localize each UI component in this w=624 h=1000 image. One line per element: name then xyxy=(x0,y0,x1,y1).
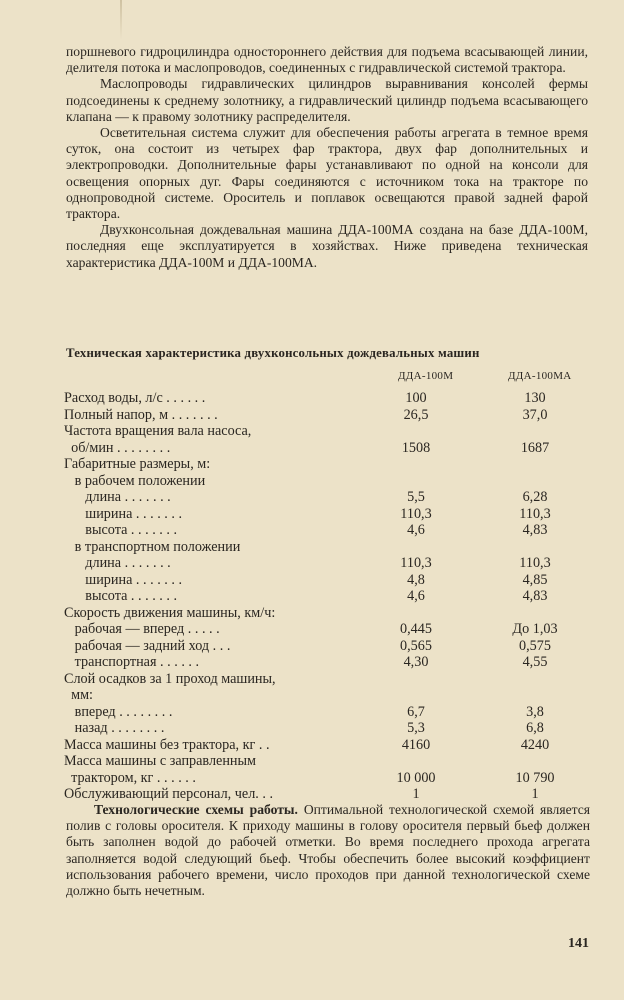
spec-row xyxy=(64,654,594,671)
spec-row xyxy=(64,407,594,424)
spec-value-dda100ma: 3,8 xyxy=(526,703,544,720)
body-text xyxy=(66,44,588,271)
spec-row xyxy=(64,605,594,622)
spec-label: Масса машины без трактора, кг . . xyxy=(64,736,270,753)
spec-row xyxy=(64,440,594,457)
spec-value-dda100ma: 37,0 xyxy=(522,406,548,423)
spec-value-dda100ma: 4,85 xyxy=(522,571,548,588)
spec-label: транспортная . . . . . . xyxy=(64,654,200,670)
page-crease xyxy=(120,0,122,40)
spec-value-dda100m: 1508 xyxy=(401,439,431,456)
spec-label: Масса машины с заправленным xyxy=(64,753,257,769)
spec-value-dda100m: 4,8 xyxy=(407,571,425,588)
spec-label: Расход воды, л/с . . . . . . xyxy=(64,390,206,406)
spec-row xyxy=(64,720,594,737)
column-header-dda100ma: ДДА-100МА xyxy=(508,370,572,382)
spec-label: высота . . . . . . . xyxy=(64,522,178,538)
spec-label: ширина . . . . . . . xyxy=(64,505,183,522)
spec-label: высота . . . . . . . xyxy=(64,588,178,604)
spec-label: об/мин . . . . . . . . xyxy=(64,439,171,456)
spec-label: в рабочем положении xyxy=(64,472,206,489)
spec-label: мм: xyxy=(64,687,93,703)
spec-row xyxy=(64,489,594,506)
spec-value-dda100ma: До 1,03 xyxy=(512,621,558,637)
spec-row xyxy=(64,737,594,754)
spec-row xyxy=(64,555,594,572)
spec-value-dda100m: 5,3 xyxy=(407,720,425,736)
spec-label: длина . . . . . . . xyxy=(64,555,171,571)
column-header-dda100m: ДДА-100М xyxy=(398,370,454,382)
spec-value-dda100ma: 10 790 xyxy=(515,769,555,786)
spec-value-dda100ma: 110,3 xyxy=(519,505,551,522)
spec-label: длина . . . . . . . xyxy=(64,489,171,505)
paragraph-2: Маслопроводы гидравлических цилиндров выравнивания консолей фермы подсоединены к среднему золотнику, а гидравлический цилиндр подъема всасывающего клапана — к правому золотнику распределителя. xyxy=(66,76,588,124)
spec-label: трактором, кг . . . . . . xyxy=(64,769,196,786)
paragraph-1: поршневого гидроцилиндра одностороннего действия для подъема всасывающей линии, делителя потока и маслопроводов, соединенных с гидравлической системой трактора. xyxy=(66,44,588,76)
spec-row xyxy=(64,572,594,589)
spec-label: назад . . . . . . . . xyxy=(64,720,165,736)
spec-value-dda100ma: 0,575 xyxy=(519,637,551,654)
spec-value-dda100ma: 4,55 xyxy=(522,654,548,670)
tail-paragraph xyxy=(66,802,590,899)
spec-row xyxy=(64,522,594,539)
spec-value-dda100m: 6,7 xyxy=(407,703,425,720)
spec-value-dda100m: 0,565 xyxy=(400,637,432,654)
spec-value-dda100m: 10 000 xyxy=(396,769,436,786)
spec-label: в транспортном положении xyxy=(64,538,241,555)
spec-value-dda100m: 26,5 xyxy=(403,406,429,423)
spec-label: рабочая — задний ход . . . xyxy=(64,637,231,654)
spec-label: Скорость движения машины, км/ч: xyxy=(64,604,276,621)
spec-value-dda100ma: 4,83 xyxy=(522,588,548,604)
spec-label: Слой осадков за 1 проход машины, xyxy=(64,670,276,687)
spec-value-dda100m: 4,6 xyxy=(407,522,425,538)
spec-value-dda100m: 5,5 xyxy=(407,489,425,505)
spec-label: Частота вращения вала насоса, xyxy=(64,423,252,439)
spec-value-dda100m: 4,6 xyxy=(407,588,425,604)
tail-text xyxy=(66,802,590,899)
spec-row xyxy=(64,588,594,605)
spec-value-dda100m: 110,3 xyxy=(400,555,432,571)
spec-value-dda100m: 4160 xyxy=(401,736,431,753)
spec-value-dda100m: 100 xyxy=(405,390,427,406)
spec-label: рабочая — вперед . . . . . xyxy=(64,621,220,637)
spec-value-dda100ma: 110,3 xyxy=(519,555,551,571)
spec-value-dda100m: 4,30 xyxy=(403,654,429,670)
tail-paragraph-text: Оптимальной технологической схемой является полив с головы оросителя. К приходу машины в голову оросителя первый бьеф должен быть заполнен водой до рабочей отметки. Во время последнего прохода агрегата заполняется водой следующий бьеф. Чтобы обеспечить более высокий коэффициент использования рабочего времени, число проходов при данной технологической схеме должно быть нечетным. xyxy=(66,802,590,899)
spec-label: Полный напор, м . . . . . . . xyxy=(64,406,218,423)
section-runin-heading: Технологические схемы работы. xyxy=(94,802,298,817)
paragraph-4: Двухконсольная дождевальная машина ДДА-100МА создана на базе ДДА-100М, последняя еще эксплуатируется в хозяйствах. Ниже приведена техническая характеристика ДДА-100М и ДДА-100МА. xyxy=(66,222,588,270)
spec-value-dda100m: 0,445 xyxy=(400,621,432,637)
spec-value-dda100ma: 1687 xyxy=(520,439,550,456)
spec-table xyxy=(64,390,594,803)
spec-row xyxy=(64,621,594,638)
spec-row xyxy=(64,704,594,721)
spec-value-dda100ma: 4240 xyxy=(520,736,550,753)
spec-label: Габаритные размеры, м: xyxy=(64,456,211,472)
table-title: Техническая характеристика двухконсольных дождевальных машин xyxy=(66,346,480,360)
spec-value-dda100m: 110,3 xyxy=(400,505,432,522)
spec-value-dda100ma: 6,28 xyxy=(522,489,548,505)
spec-value-dda100m: 1 xyxy=(412,786,420,802)
spec-row xyxy=(64,786,594,803)
spec-row xyxy=(64,473,594,490)
spec-row xyxy=(64,638,594,655)
spec-row xyxy=(64,390,594,407)
spec-row xyxy=(64,770,594,787)
spec-row xyxy=(64,456,594,473)
page-number: 141 xyxy=(568,936,589,951)
paragraph-3: Осветительная система служит для обеспечения работы агрегата в темное время суток, она состоит из четырех фар трактора, двух фар дополнительных и электропроводки. Дополнительные фары устанавливают по одной на консоли для освещения опорных дуг. Фары соединяются с источником тока на тракторе по однопроводной системе. Ороситель и поплавок освещаются правой задней фарой трактора. xyxy=(66,125,588,222)
spec-label: вперед . . . . . . . . xyxy=(64,703,173,720)
spec-value-dda100ma: 6,8 xyxy=(526,720,544,736)
spec-row xyxy=(64,687,594,704)
spec-value-dda100ma: 4,83 xyxy=(522,522,548,538)
spec-value-dda100ma: 1 xyxy=(531,786,539,802)
spec-row xyxy=(64,506,594,523)
spec-value-dda100ma: 130 xyxy=(524,390,546,406)
spec-row xyxy=(64,671,594,688)
spec-row xyxy=(64,753,594,770)
spec-row xyxy=(64,539,594,556)
spec-row xyxy=(64,423,594,440)
spec-label: Обслуживающий персонал, чел. . . xyxy=(64,786,274,802)
spec-label: ширина . . . . . . . xyxy=(64,571,183,588)
